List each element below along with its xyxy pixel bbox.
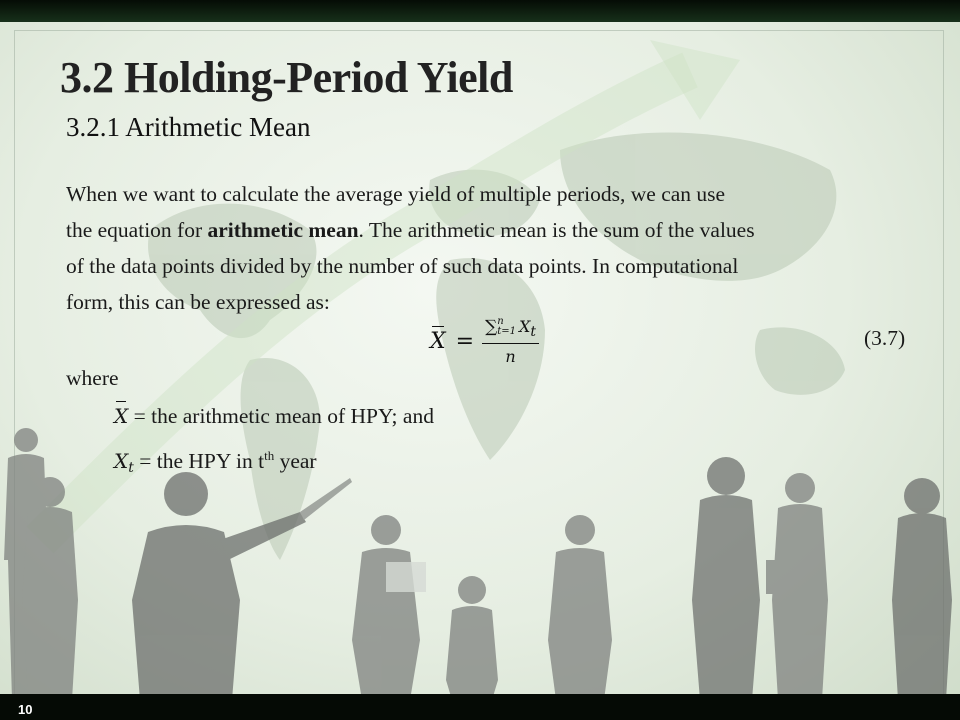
fraction <box>482 317 539 366</box>
person-center <box>446 576 498 700</box>
intro-paragraph <box>66 176 936 320</box>
equation-number: (3.7) <box>864 326 906 350</box>
summand-subscript: t <box>530 323 537 340</box>
person-far-right <box>892 478 952 700</box>
upper-limit: n <box>497 316 504 327</box>
definition-text-end: year <box>274 449 317 474</box>
paragraph-line: form, this can be expressed as: <box>66 290 330 314</box>
person-pointing <box>132 472 352 700</box>
x-bar-symbol <box>114 404 128 428</box>
summand: X <box>519 316 531 336</box>
summation-limits <box>497 317 516 337</box>
paragraph-text: the equation for <box>66 218 208 242</box>
x-t-subscript: t <box>128 460 134 477</box>
equals-sign: = <box>455 328 475 354</box>
slide-title: 3.2 Holding-Period Yield <box>60 53 513 102</box>
person-phone <box>548 515 612 700</box>
lower-limit: t=1 <box>497 326 517 337</box>
symbol-letter: X <box>114 404 129 428</box>
section-subtitle: 3.2.1 Arithmetic Mean <box>66 112 311 142</box>
paragraph-line: of the data points divided by the number of such data points. In computational <box>66 254 739 278</box>
superscript-th: th <box>264 448 275 463</box>
person-handshake-right <box>766 473 828 700</box>
definition-x-t <box>114 448 317 476</box>
page-number: 10 <box>18 702 33 717</box>
sigma-symbol: ∑ <box>485 316 498 337</box>
x-bar-symbol: X <box>430 328 446 354</box>
person-handshake-left <box>692 457 760 700</box>
fraction-denominator: n <box>505 346 516 366</box>
paragraph-line: When we want to calculate the average yield of multiple periods, we can use <box>66 182 726 206</box>
bottom-bar <box>0 694 960 720</box>
definition-text: = the HPY in t <box>133 449 265 474</box>
person-center-left <box>352 515 426 700</box>
arithmetic-mean-equation <box>430 312 539 370</box>
equation-lhs <box>430 329 446 354</box>
fraction-numerator <box>482 317 539 344</box>
paragraph-line <box>66 212 936 248</box>
where-label: where <box>66 366 119 390</box>
paragraph-text: . The arithmetic mean is the sum of the values <box>358 218 755 242</box>
x-t-symbol: X <box>114 449 129 474</box>
definition-text: = the arithmetic mean of HPY; and <box>128 404 434 428</box>
definition-x-bar <box>114 404 434 429</box>
term-arithmetic-mean: arithmetic mean <box>207 218 359 242</box>
